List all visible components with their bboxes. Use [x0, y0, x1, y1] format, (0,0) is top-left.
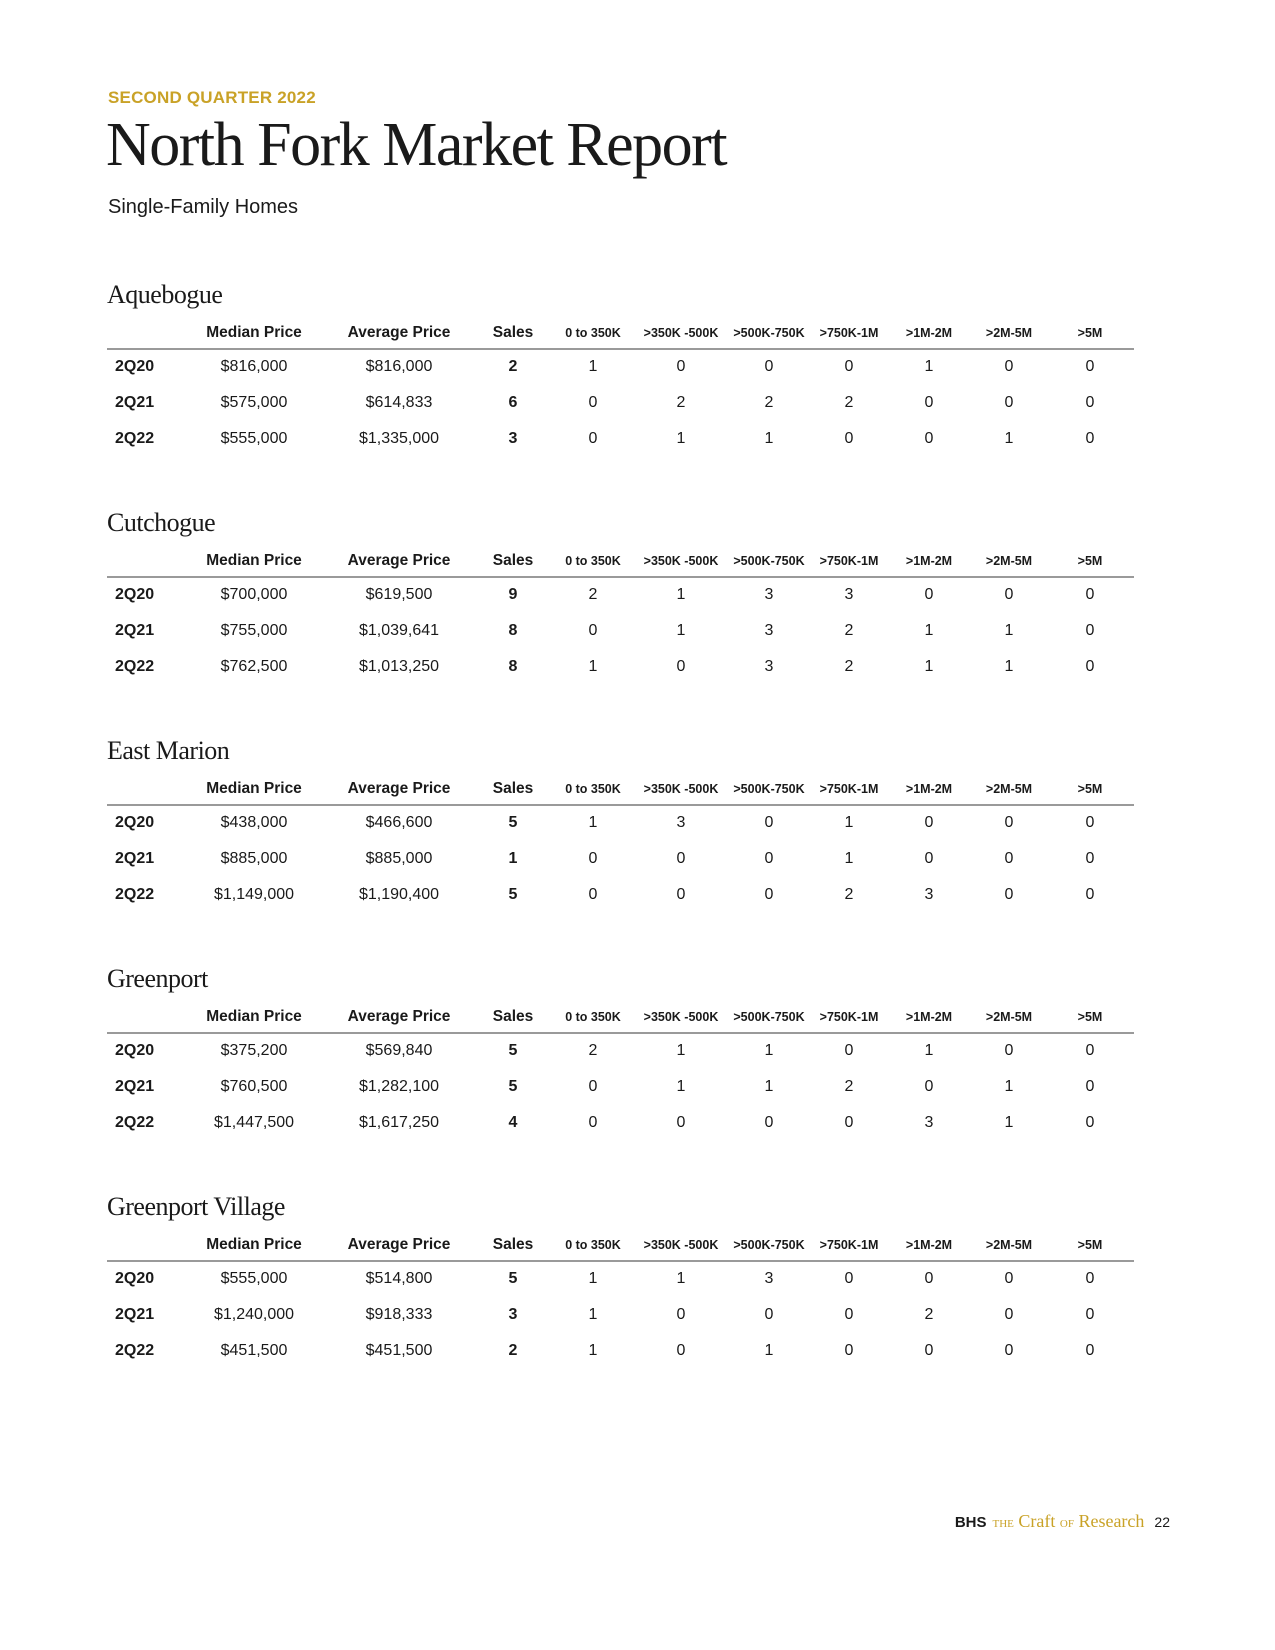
- column-header: 0 to 350K: [565, 326, 621, 340]
- column-header: Sales: [492, 1236, 534, 1253]
- table-cell: 0: [764, 1114, 774, 1131]
- table-cell: $755,000: [220, 622, 288, 639]
- table-cell: 1: [1004, 1078, 1014, 1095]
- section-aquebogue: [107, 280, 1134, 458]
- table-cell: 0: [1085, 586, 1095, 603]
- page-title: North Fork Market Report: [106, 111, 727, 179]
- section-title: Greenport: [107, 964, 208, 993]
- table-row: [107, 1106, 1134, 1142]
- period-label: 2Q20: [115, 1042, 155, 1059]
- section-east-marion: [107, 736, 1134, 914]
- table-cell: 0: [924, 850, 934, 867]
- table-cell: $555,000: [220, 430, 288, 447]
- table-cell: 0: [1004, 394, 1014, 411]
- table-cell: 5: [508, 886, 518, 903]
- table-cell: $575,000: [220, 394, 288, 411]
- column-header: >500K-750K: [733, 782, 805, 796]
- period-label: 2Q22: [115, 1114, 155, 1131]
- table-row: [107, 578, 1134, 614]
- column-header: Sales: [492, 1008, 534, 1025]
- column-header: >5M: [1077, 1010, 1103, 1024]
- table-cell: 0: [764, 1306, 774, 1323]
- table-cell: 0: [1004, 814, 1014, 831]
- table-cell: 0: [588, 886, 598, 903]
- table-cell: $451,500: [365, 1342, 433, 1359]
- column-header: 0 to 350K: [565, 1010, 621, 1024]
- table-cell: 0: [844, 1306, 854, 1323]
- column-header: >5M: [1077, 554, 1103, 568]
- period-label: 2Q20: [115, 586, 155, 603]
- table-cell: 6: [508, 394, 518, 411]
- table-cell: $816,000: [220, 358, 288, 375]
- column-header: Sales: [492, 780, 534, 797]
- period-label: 2Q20: [115, 1270, 155, 1287]
- column-header: >350K -500K: [643, 326, 719, 340]
- table-row: [107, 650, 1134, 686]
- table-cell: 0: [1085, 1306, 1095, 1323]
- table-cell: $1,447,500: [213, 1114, 295, 1131]
- column-header: >500K-750K: [733, 326, 805, 340]
- table-cell: 1: [1004, 658, 1014, 675]
- table-cell: 0: [588, 394, 598, 411]
- table-row: [107, 1298, 1134, 1334]
- column-header: Average Price: [347, 324, 451, 341]
- report-period: SECOND QUARTER 2022: [108, 88, 316, 107]
- table-cell: 0: [924, 814, 934, 831]
- table-cell: 0: [1004, 886, 1014, 903]
- column-header: >2M-5M: [985, 1238, 1033, 1252]
- column-header: >1M-2M: [905, 1238, 953, 1252]
- table-cell: $514,800: [365, 1270, 433, 1287]
- table-header: [107, 322, 1134, 350]
- period-label: 2Q20: [115, 814, 155, 831]
- table-cell: 0: [924, 1270, 934, 1287]
- table-cell: 1: [924, 622, 934, 639]
- column-header: >350K -500K: [643, 782, 719, 796]
- section-greenport-village: [107, 1192, 1134, 1370]
- table-cell: 0: [1085, 886, 1095, 903]
- period-label: 2Q21: [115, 622, 155, 639]
- table-cell: 0: [764, 886, 774, 903]
- table-cell: 0: [1085, 1042, 1095, 1059]
- table-cell: 0: [1085, 622, 1095, 639]
- table-cell: 1: [1004, 1114, 1014, 1131]
- table-cell: $816,000: [365, 358, 433, 375]
- table-cell: 2: [844, 1078, 854, 1095]
- section-cutchogue: [107, 508, 1134, 686]
- column-header: >350K -500K: [643, 1238, 719, 1252]
- table-cell: 2: [764, 394, 774, 411]
- table-row: [107, 1034, 1134, 1070]
- table-cell: 5: [508, 1270, 518, 1287]
- table-cell: 1: [676, 622, 686, 639]
- table-cell: 0: [1085, 1114, 1095, 1131]
- table-cell: 0: [1085, 1342, 1095, 1359]
- table-cell: 0: [924, 1342, 934, 1359]
- column-header: Average Price: [347, 1236, 451, 1253]
- period-label: 2Q22: [115, 886, 155, 903]
- table-cell: 1: [676, 1078, 686, 1095]
- table-cell: 2: [588, 586, 598, 603]
- table-cell: $1,282,100: [358, 1078, 440, 1095]
- table-cell: 3: [676, 814, 686, 831]
- table-cell: $918,333: [365, 1306, 433, 1323]
- column-header: Sales: [492, 552, 534, 569]
- table-cell: 0: [1085, 358, 1095, 375]
- table-cell: 0: [1004, 1270, 1014, 1287]
- column-header: Median Price: [206, 552, 302, 569]
- table-cell: $451,500: [220, 1342, 288, 1359]
- column-header: Median Price: [206, 1008, 302, 1025]
- table-cell: 3: [508, 1306, 518, 1323]
- column-header: >2M-5M: [985, 782, 1033, 796]
- table-cell: 3: [764, 622, 774, 639]
- table-row: [107, 878, 1134, 914]
- table-cell: 8: [508, 622, 518, 639]
- period-label: 2Q21: [115, 850, 155, 867]
- table-cell: 1: [588, 1306, 598, 1323]
- period-label: 2Q21: [115, 1078, 155, 1095]
- footer: [955, 1511, 1170, 1532]
- table-cell: 2: [844, 886, 854, 903]
- table-cell: 2: [844, 394, 854, 411]
- table-cell: $1,617,250: [358, 1114, 440, 1131]
- column-header: 0 to 350K: [565, 782, 621, 796]
- table-cell: $555,000: [220, 1270, 288, 1287]
- table-cell: 5: [508, 814, 518, 831]
- column-header: Sales: [492, 324, 534, 341]
- column-header: >1M-2M: [905, 554, 953, 568]
- table-cell: 0: [1085, 430, 1095, 447]
- table-cell: 1: [588, 658, 598, 675]
- table-cell: 1: [508, 850, 518, 867]
- table-cell: 1: [924, 1042, 934, 1059]
- column-header: Median Price: [206, 780, 302, 797]
- table-cell: 0: [844, 1342, 854, 1359]
- table-cell: 0: [1004, 1306, 1014, 1323]
- table-cell: 1: [844, 814, 854, 831]
- column-header: >750K-1M: [819, 554, 879, 568]
- table-cell: $1,013,250: [358, 658, 440, 675]
- table-cell: 1: [588, 1342, 598, 1359]
- period-label: 2Q21: [115, 394, 155, 411]
- table-cell: 0: [1085, 1078, 1095, 1095]
- table-row: [107, 1070, 1134, 1106]
- table-cell: 0: [676, 1342, 686, 1359]
- table-cell: 2: [508, 358, 518, 375]
- table-cell: 0: [676, 1114, 686, 1131]
- table-cell: 0: [764, 358, 774, 375]
- table-row: [107, 386, 1134, 422]
- column-header: >5M: [1077, 782, 1103, 796]
- table-cell: 0: [764, 814, 774, 831]
- table-cell: 1: [924, 358, 934, 375]
- column-header: >500K-750K: [733, 554, 805, 568]
- table-cell: $1,240,000: [213, 1306, 295, 1323]
- table-cell: 3: [764, 1270, 774, 1287]
- table-cell: 8: [508, 658, 518, 675]
- page-number: 22: [1154, 1514, 1170, 1530]
- section-title: East Marion: [107, 736, 230, 765]
- column-header: >5M: [1077, 1238, 1103, 1252]
- table-cell: 3: [924, 1114, 934, 1131]
- table-cell: 0: [588, 1078, 598, 1095]
- column-header: Average Price: [347, 1008, 451, 1025]
- table-cell: 3: [844, 586, 854, 603]
- table-cell: 3: [764, 658, 774, 675]
- column-header: >750K-1M: [819, 782, 879, 796]
- table-cell: 1: [676, 430, 686, 447]
- table-row: [107, 842, 1134, 878]
- table-cell: 3: [508, 430, 518, 447]
- table-cell: $614,833: [365, 394, 433, 411]
- table-cell: 0: [844, 1270, 854, 1287]
- table-header: [107, 550, 1134, 578]
- publication-name: THE Craft OF Research: [992, 1511, 1145, 1531]
- table-cell: 0: [676, 1306, 686, 1323]
- table-cell: 0: [844, 1042, 854, 1059]
- table-cell: 0: [844, 358, 854, 375]
- brand-logo: BHS: [954, 1514, 987, 1531]
- table-cell: $885,000: [365, 850, 433, 867]
- table-cell: 0: [1004, 358, 1014, 375]
- table-cell: 1: [676, 586, 686, 603]
- table-header: [107, 778, 1134, 806]
- table-row: [107, 350, 1134, 386]
- table-cell: 0: [1004, 850, 1014, 867]
- table-cell: 1: [588, 814, 598, 831]
- table-cell: 1: [676, 1270, 686, 1287]
- table-cell: 3: [764, 586, 774, 603]
- table-cell: 0: [764, 850, 774, 867]
- table-cell: $466,600: [365, 814, 433, 831]
- column-header: Median Price: [206, 324, 302, 341]
- table-header: [107, 1234, 1134, 1262]
- period-label: 2Q21: [115, 1306, 155, 1323]
- column-header: >1M-2M: [905, 326, 953, 340]
- period-label: 2Q20: [115, 358, 155, 375]
- table-cell: 0: [1004, 586, 1014, 603]
- column-header: >2M-5M: [985, 554, 1033, 568]
- table-cell: 2: [676, 394, 686, 411]
- table-cell: $1,039,641: [358, 622, 440, 639]
- table-row: [107, 806, 1134, 842]
- table-cell: 0: [1085, 394, 1095, 411]
- column-header: >1M-2M: [905, 782, 953, 796]
- table-cell: 1: [676, 1042, 686, 1059]
- column-header: >500K-750K: [733, 1238, 805, 1252]
- table-cell: 0: [676, 358, 686, 375]
- table-cell: 0: [924, 1078, 934, 1095]
- column-header: >350K -500K: [643, 554, 719, 568]
- table-cell: $1,190,400: [358, 886, 440, 903]
- table-cell: 0: [1004, 1342, 1014, 1359]
- column-header: Average Price: [347, 780, 451, 797]
- table-cell: 0: [1085, 658, 1095, 675]
- page-subtitle: Single-Family Homes: [108, 196, 299, 218]
- column-header: >5M: [1077, 326, 1103, 340]
- table-cell: 0: [588, 850, 598, 867]
- column-header: Average Price: [347, 552, 451, 569]
- table-cell: 0: [924, 430, 934, 447]
- table-cell: 0: [1085, 850, 1095, 867]
- table-cell: 5: [508, 1078, 518, 1095]
- table-cell: 0: [588, 1114, 598, 1131]
- table-row: [107, 422, 1134, 458]
- table-cell: 1: [588, 1270, 598, 1287]
- table-cell: 0: [924, 394, 934, 411]
- table-cell: $375,200: [220, 1042, 288, 1059]
- column-header: >2M-5M: [985, 326, 1033, 340]
- table-row: [107, 1262, 1134, 1298]
- table-cell: $700,000: [220, 586, 288, 603]
- table-cell: 1: [1004, 430, 1014, 447]
- section-title: Greenport Village: [107, 1192, 285, 1221]
- table-cell: 2: [844, 622, 854, 639]
- table-cell: 0: [1085, 1270, 1095, 1287]
- column-header: Median Price: [206, 1236, 302, 1253]
- column-header: >350K -500K: [643, 1010, 719, 1024]
- column-header: >500K-750K: [733, 1010, 805, 1024]
- column-header: 0 to 350K: [565, 1238, 621, 1252]
- table-cell: 2: [924, 1306, 934, 1323]
- table-row: [107, 1334, 1134, 1370]
- table-cell: 1: [764, 430, 774, 447]
- table-cell: 1: [764, 1042, 774, 1059]
- table-cell: $762,500: [220, 658, 288, 675]
- column-header: >750K-1M: [819, 326, 879, 340]
- table-cell: 0: [676, 886, 686, 903]
- section-title: Cutchogue: [107, 508, 216, 537]
- table-cell: $619,500: [365, 586, 433, 603]
- section-title: Aquebogue: [107, 280, 223, 309]
- table-cell: 1: [764, 1078, 774, 1095]
- table-cell: $1,335,000: [358, 430, 440, 447]
- table-row: [107, 614, 1134, 650]
- table-cell: 1: [588, 358, 598, 375]
- table-cell: 5: [508, 1042, 518, 1059]
- table-cell: 2: [844, 658, 854, 675]
- column-header: 0 to 350K: [565, 554, 621, 568]
- table-cell: $569,840: [365, 1042, 433, 1059]
- table-cell: 0: [1004, 1042, 1014, 1059]
- table-header: [107, 1006, 1134, 1034]
- table-cell: 0: [676, 850, 686, 867]
- table-cell: $760,500: [220, 1078, 288, 1095]
- period-label: 2Q22: [115, 658, 155, 675]
- table-cell: $1,149,000: [213, 886, 295, 903]
- table-cell: 3: [924, 886, 934, 903]
- table-cell: $438,000: [220, 814, 288, 831]
- column-header: >750K-1M: [819, 1238, 879, 1252]
- table-cell: $885,000: [220, 850, 288, 867]
- table-cell: 2: [588, 1042, 598, 1059]
- table-cell: 0: [1085, 814, 1095, 831]
- column-header: >750K-1M: [819, 1010, 879, 1024]
- period-label: 2Q22: [115, 430, 155, 447]
- table-cell: 4: [508, 1114, 518, 1131]
- table-cell: 1: [924, 658, 934, 675]
- table-cell: 0: [588, 430, 598, 447]
- table-cell: 0: [844, 1114, 854, 1131]
- column-header: >1M-2M: [905, 1010, 953, 1024]
- table-cell: 1: [844, 850, 854, 867]
- table-cell: 2: [508, 1342, 518, 1359]
- table-cell: 0: [844, 430, 854, 447]
- table-cell: 0: [588, 622, 598, 639]
- table-cell: 1: [764, 1342, 774, 1359]
- table-cell: 9: [508, 586, 518, 603]
- section-greenport: [107, 964, 1134, 1142]
- table-cell: 0: [676, 658, 686, 675]
- table-cell: 1: [1004, 622, 1014, 639]
- column-header: >2M-5M: [985, 1010, 1033, 1024]
- table-cell: 0: [924, 586, 934, 603]
- period-label: 2Q22: [115, 1342, 155, 1359]
